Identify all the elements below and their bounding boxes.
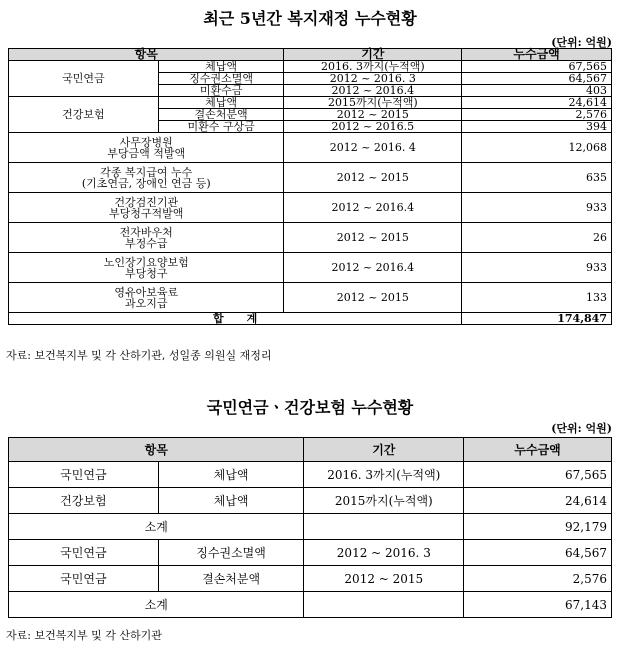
table-row [9, 133, 612, 163]
item-cell [9, 283, 284, 313]
amount: 12,068 [462, 133, 612, 163]
item: 건강보험 [9, 488, 159, 514]
period: 2016. 3까지(누적액) [304, 462, 464, 488]
empty-cell [304, 592, 464, 618]
table-row [9, 163, 612, 193]
item: 국민연금 [9, 462, 159, 488]
sub-item: 체납액 [158, 462, 304, 488]
item-line-2: 과오지급 [124, 296, 168, 310]
item-line-2: 부당금액 적발액 [107, 146, 186, 160]
period: 2012 ~ 2016. 3 [304, 540, 464, 566]
sub-item: 미환수 구상금 [158, 121, 284, 133]
period: 2012 ~ 2016. 4 [284, 133, 462, 163]
item-cell [9, 163, 284, 193]
group-name: 건강보험 [9, 97, 159, 133]
item-line-1: 노인장기요양보험 [103, 255, 189, 269]
group-name: 국민연금 [9, 61, 159, 97]
doc1-unit: (단위: 억원) [551, 36, 612, 49]
table-row [9, 193, 612, 223]
table-row [9, 253, 612, 283]
item-line-2: (기초연금, 장애인 연금 등) [81, 176, 211, 190]
item-line-1: 영유아보육료 [114, 285, 179, 299]
table-row [9, 488, 612, 514]
table-row [9, 566, 612, 592]
item-cell [9, 223, 284, 253]
subtotal-label: 소계 [9, 592, 304, 618]
item-line-1: 건강검진기관 [114, 195, 179, 209]
doc2-unit: (단위: 억원) [551, 422, 612, 435]
subtotal-amount: 67,143 [464, 592, 612, 618]
header-period: 기간 [284, 49, 462, 61]
item-line-2: 부당청구적발액 [109, 206, 184, 220]
amount: 394 [462, 121, 612, 133]
period: 2012 ~ 2015 [284, 163, 462, 193]
table-row [9, 97, 612, 109]
amount: 64,567 [462, 73, 612, 85]
empty-cell [304, 514, 464, 540]
item-cell [9, 193, 284, 223]
period: 2015까지(누적액) [304, 488, 464, 514]
subtotal-label: 소계 [9, 514, 304, 540]
sub-item: 미환수금 [158, 85, 284, 97]
amount: 26 [462, 223, 612, 253]
item: 국민연금 [9, 540, 159, 566]
header-amount: 누수금액 [464, 438, 612, 462]
total-label: 합 계 [9, 313, 462, 325]
period: 2012 ~ 2015 [284, 109, 462, 121]
amount: 403 [462, 85, 612, 97]
subtotal-row [9, 514, 612, 540]
table-row [9, 462, 612, 488]
period: 2012 ~ 2015 [284, 223, 462, 253]
amount: 133 [462, 283, 612, 313]
doc1-source: 자료: 보건복지부 및 각 산하기관, 성일종 의원실 재정리 [6, 349, 272, 362]
sub-item: 체납액 [158, 61, 284, 73]
total-amount: 174,847 [462, 313, 612, 325]
item-line-1: 각종 복지급여 누수 [100, 165, 193, 179]
pension-health-leak-table [8, 437, 612, 618]
item: 국민연금 [9, 566, 159, 592]
subtotal-amount: 92,179 [464, 514, 612, 540]
period: 2012 ~ 2016.4 [284, 193, 462, 223]
period: 2012 ~ 2016.4 [284, 85, 462, 97]
header-period: 기간 [304, 438, 464, 462]
sub-item: 결손처분액 [158, 109, 284, 121]
header-amount: 누수금액 [462, 49, 612, 61]
welfare-leak-table [8, 48, 612, 325]
sub-item: 체납액 [158, 97, 284, 109]
amount: 635 [462, 163, 612, 193]
doc1-title: 최근 5년간 복지재정 누수현황 [203, 9, 417, 28]
doc2-source: 자료: 보건복지부 및 각 산하기관 [6, 629, 162, 642]
subtotal-row [9, 592, 612, 618]
sub-item: 징수권소멸액 [158, 73, 284, 85]
period: 2012 ~ 2015 [284, 283, 462, 313]
item-cell [9, 253, 284, 283]
period: 2012 ~ 2016.4 [284, 253, 462, 283]
table-header [9, 49, 612, 61]
amount: 933 [462, 253, 612, 283]
table-row [9, 283, 612, 313]
header-item: 항목 [9, 49, 284, 61]
table-row [9, 540, 612, 566]
sub-item: 결손처분액 [158, 566, 304, 592]
amount: 67,565 [464, 462, 612, 488]
period: 2012 ~ 2015 [304, 566, 464, 592]
item-line-2: 부정수급 [124, 236, 168, 250]
period: 2015까지(누적액) [284, 97, 462, 109]
sub-item: 징수권소멸액 [158, 540, 304, 566]
amount: 2,576 [462, 109, 612, 121]
amount: 64,567 [464, 540, 612, 566]
total-row [9, 313, 612, 325]
table-header [9, 438, 612, 462]
period: 2012 ~ 2016. 3 [284, 73, 462, 85]
item-line-1: 사무장병원 [119, 135, 173, 149]
item-cell [9, 133, 284, 163]
doc2-title: 국민연금ㆍ건강보험 누수현황 [206, 398, 414, 417]
amount: 24,614 [462, 97, 612, 109]
period: 2016. 3까지(누적액) [284, 61, 462, 73]
sub-item: 체납액 [158, 488, 304, 514]
amount: 933 [462, 193, 612, 223]
item-line-2: 부당청구 [124, 266, 168, 280]
period: 2012 ~ 2016.5 [284, 121, 462, 133]
table-row [9, 61, 612, 73]
table-row [9, 223, 612, 253]
amount: 2,576 [464, 566, 612, 592]
header-item: 항목 [9, 438, 304, 462]
amount: 67,565 [462, 61, 612, 73]
item-line-1: 전자바우처 [119, 225, 173, 239]
amount: 24,614 [464, 488, 612, 514]
